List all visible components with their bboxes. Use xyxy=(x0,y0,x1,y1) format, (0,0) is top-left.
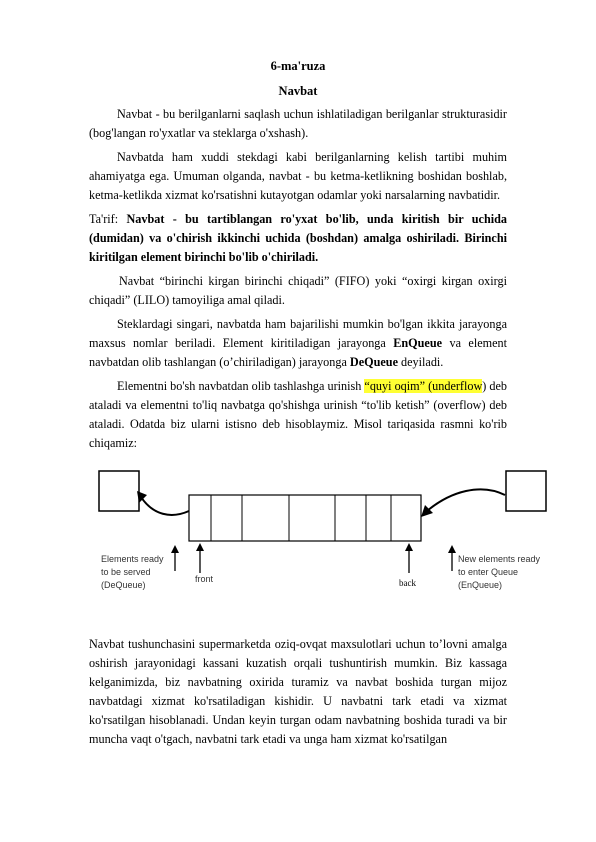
dequeue-term: DeQueue xyxy=(349,355,398,369)
dequeue-label-line: Elements ready xyxy=(101,554,164,564)
paragraph-definition-intro: Navbat - bu berilganlarni saqlash uchun ishlatiladigan berilganlar strukturasidir (bog'langan ro'yxatlar va steklarga o'xshash). xyxy=(89,107,507,140)
enqueue-term: EnQueue xyxy=(393,336,443,350)
queue-cell xyxy=(189,495,421,541)
right-marker-head xyxy=(448,545,456,553)
back-label: back xyxy=(399,578,416,588)
dequeue-label-line: to be served xyxy=(101,567,151,577)
front-label: front xyxy=(195,574,214,584)
paragraph-order-importance: Navbatda ham xuddi stekdagi kabi berilganlarning kelish tartibi muhim ahamiyatga ega. Umuman olganda, navbat - bu ketma-ketlikning boshidan boshlab, ketma-ketlikda xizmat ko'rsatishni kutayotgan odamlar yoki narsalarning navbatidir. xyxy=(89,150,507,202)
lecture-title: 6-ma'ruza xyxy=(270,59,326,73)
paragraph-operations xyxy=(89,315,507,372)
underflow-highlight: “quyi oqim” (underflow xyxy=(364,379,483,393)
paragraph-underflow xyxy=(89,377,507,453)
dequeued-element-box xyxy=(99,471,139,511)
front-pointer-head xyxy=(196,543,204,551)
underflow-text-2: ) deb ataladi va elementni to'liq navbatga qo'shishga urinish “to'lib ketish” (overflow) deb ataladi. Odatda biz ularni istisno deb hisoblaymiz. Misol tariqasida rasmni ko'rib chiqamiz: xyxy=(89,379,507,450)
enqueue-arrow xyxy=(427,489,505,511)
back-pointer-head xyxy=(405,543,413,551)
document-page xyxy=(89,58,541,754)
enqueue-label-line: to enter Queue xyxy=(458,567,519,577)
queue-diagram-svg xyxy=(91,463,551,623)
enqueue-label-line: (EnQueue) xyxy=(458,580,503,590)
dequeue-label xyxy=(101,553,164,592)
operations-text-3: deyiladi. xyxy=(398,355,444,369)
definition-bold: Navbat - bu tartiblangan ro'yxat bo'lib, unda kiritish bir uchida (dumidan) va o'chirish ikkinchi uchida (boshdan) amalga oshiriladi. Birinchi kiritilgan element birinchi bo'lib o'chiriladi. xyxy=(89,212,507,264)
underflow-text-1: Elementni bo'sh navbatdan olib tashlashga urinish xyxy=(117,379,365,393)
left-marker-head xyxy=(171,545,179,553)
operations-text-2: va element navbatdan olib tashlangan (o’chiriladigan) jarayonga xyxy=(89,336,507,369)
enqueue-label xyxy=(458,553,540,592)
dequeue-label-line: (DeQueue) xyxy=(101,580,146,590)
queue-diagram xyxy=(91,463,551,623)
paragraph-fifo: Navbat “birinchi kirgan birinchi chiqadi” (FIFO) yoki “oxirgi kirgan oxirgi chiqadi” (LILO) tamoyiliga amal qiladi. xyxy=(89,274,507,307)
enqueue-label-line: New elements ready xyxy=(458,554,541,564)
dequeue-arrow xyxy=(141,497,189,515)
lecture-subtitle: Navbat xyxy=(278,84,318,98)
paragraph-supermarket: Navbat tushunchasini supermarketda oziq-ovqat maxsulotlari uchun to’lovni amalga oshirish jarayonidagi kassani kuzatish orqali tushuntirish mumkin. Biz kassaga kelganimizda, biz navbatning oxirida turamiz va navbat boshida turgan mijoz navbatdagi xizmat ko'rsatiladigan kishidir. U navbatni tark etadi va xizmat ko'rsatilgan hisoblanadi. Undan keyin turgan odam navbatning boshida turadi va bir muncha vaqt o'tgach, navbatni tark etadi va unga ham xizmat ko'rsatilgan xyxy=(89,637,507,746)
definition-prefix: Ta'rif: xyxy=(89,212,127,226)
incoming-element-box xyxy=(506,471,546,511)
paragraph-definition xyxy=(89,210,507,267)
operations-text-1: Steklardagi singari, navbatda ham bajarilishi mumkin bo'lgan ikkita jarayonga maxsus nomlar beriladi. Element kiritiladigan jarayonga xyxy=(89,317,507,350)
queue-cells xyxy=(189,495,421,541)
